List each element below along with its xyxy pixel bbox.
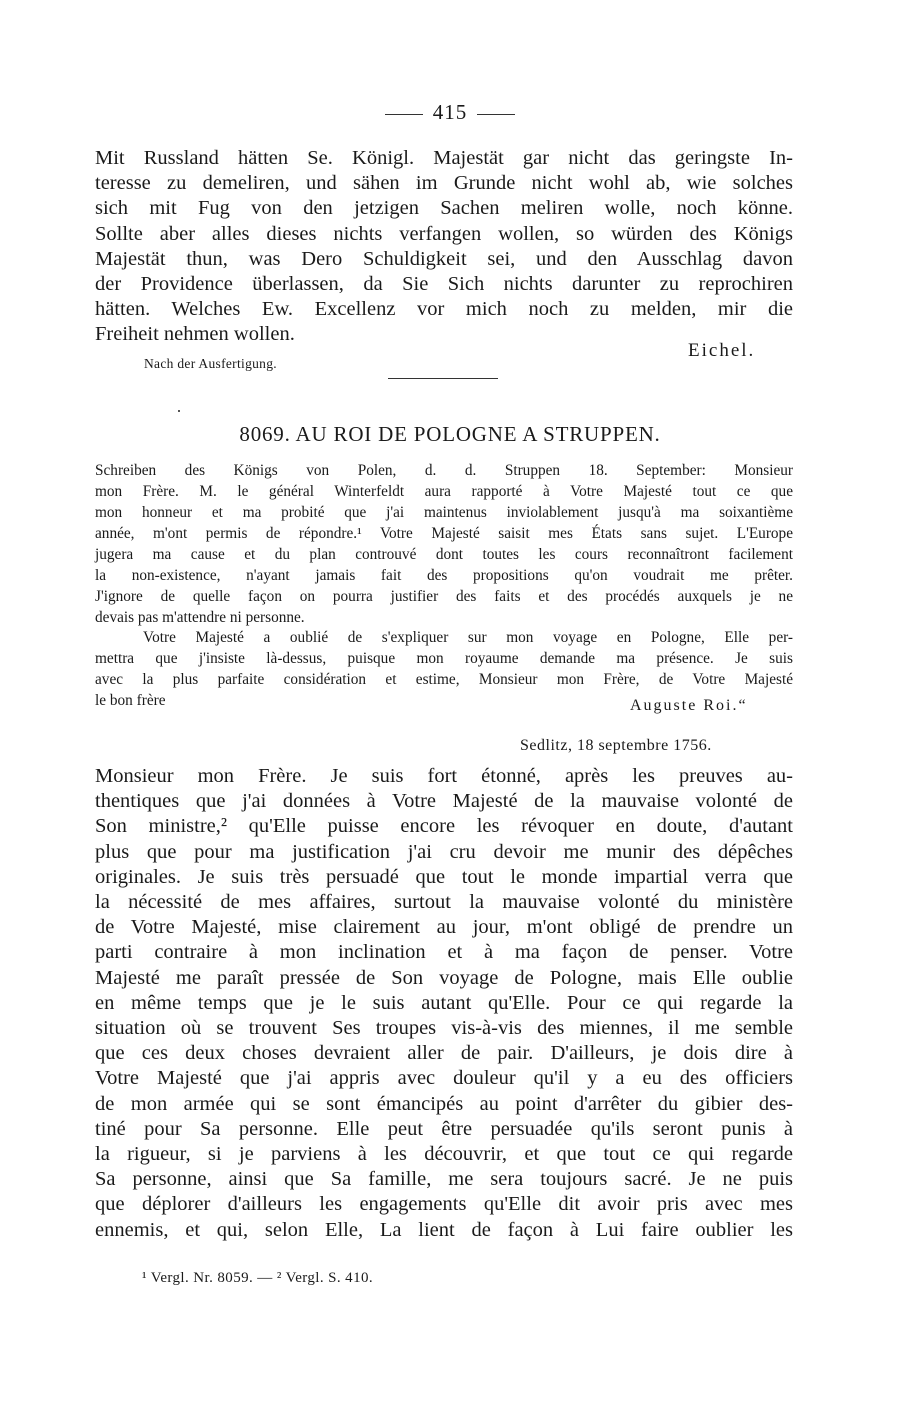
letter-body (95, 764, 793, 1243)
header-dash-left (385, 114, 423, 115)
text-line: Majesté me paraît pressée de Son voyage de Pologne, mais Elle oublie (95, 966, 793, 989)
text-line: thentiques que j'ai données à Votre Majesté de la mauvaise volonté de (95, 790, 793, 813)
text-line: devais pas m'attendre ni personne. (95, 609, 305, 626)
text-line: Monsieur mon Frère. Je suis fort étonné, après les preuves au- (95, 765, 793, 787)
section1-text (95, 146, 793, 348)
text-line: ennemis, et qui, selon Elle, La lient de façon à Lui faire oublier les (95, 1218, 793, 1241)
text-line: originales. Je suis très persuadé que tout le monde impartial verra que (95, 865, 793, 888)
source-note: Nach der Ausfertigung. (144, 356, 277, 371)
text-line: Majestät thun, was Dero Schuldigkeit sei, und den Ausschlag davon (95, 247, 793, 270)
dateline: Sedlitz, 18 septembre 1756. (520, 737, 712, 754)
text-line: que déplorer d'ailleurs les engagements qu'Elle dit avoir pris avec mes (95, 1193, 793, 1216)
header-dash-right (477, 114, 515, 115)
text-line: Freiheit nehmen wollen. (95, 323, 295, 346)
text-line: hätten. Welches Ew. Excellenz vor mich noch zu melden, mir die (95, 298, 793, 321)
text-line: mon Frère. M. le général Winterfeldt aura rapporté à Votre Majesté tout ce que (95, 483, 793, 500)
text-line: tiné pour Sa personne. Elle peut être persuadée qu'ils seront punis à (95, 1117, 793, 1140)
text-line: de Votre Majesté, mise clairement au jour, m'ont obligé de prendre un (95, 916, 793, 939)
text-line: sich mit Fug von den jetzigen Sachen meliren wolle, noch könne. (95, 197, 793, 220)
text-line: la nécessité de mes affaires, surtout la mauvaise volonté du ministère (95, 891, 793, 914)
page-number: 415 (432, 100, 468, 124)
text-line: Mit Russland hätten Se. Königl. Majestät gar nicht das geringste In- (95, 147, 793, 169)
signature-auguste-roi: Auguste Roi.“ (630, 697, 748, 714)
text-line: année, m'ont permis de répondre.¹ Votre Majesté saisit mes États sans sujet. L'Europe (95, 525, 793, 542)
text-line: la non-existence, n'ayant jamais fait des propositions qu'on voudrait me prêter. (95, 567, 793, 584)
text-line: Son ministre,² qu'Elle puisse encore les révoquer en doute, d'autant (95, 815, 793, 838)
text-line: jugera ma cause et du plan controuvé dont toutes les cours reconnaîtront facilement (95, 546, 793, 563)
text-line: le bon frère (95, 692, 166, 709)
section-divider (388, 378, 498, 379)
text-line: plus que pour ma justification j'ai cru devoir me munir des dépêches (95, 840, 793, 863)
text-line: la rigueur, si je parviens à les découvrir, et que tout ce qui regarde (95, 1143, 793, 1166)
text-line: J'ignore de quelle façon on pourra justifier des faits et des procédés auxquels je ne (95, 588, 793, 605)
text-line: en même temps que je le suis autant qu'Elle. Pour ce qui regarde la (95, 991, 793, 1014)
text-line: Sa personne, ainsi que Sa famille, me sera toujours sacré. Je ne puis (95, 1168, 793, 1191)
text-line: situation où se trouvent Ses troupes vis-à-vis des miennes, il me semble (95, 1017, 793, 1040)
page-header (0, 100, 900, 125)
text-line: parti contraire à mon inclination et à ma façon de penser. Votre (95, 941, 793, 964)
text-line: mon honneur et ma probité que j'ai maintenus inviolablement jusqu'à ma soixantième (95, 504, 793, 521)
text-line: de mon armée qui se sont émancipés au point d'arrêter du gibier des- (95, 1092, 793, 1115)
text-line: Sollte aber alles dieses nichts verfangen wollen, so würden des Königs (95, 222, 793, 245)
quoted-letter-paragraph-1 (95, 460, 793, 628)
signature-eichel: Eichel. (688, 340, 756, 361)
text-line: avec la plus parfaite considération et estime, Monsieur mon Frère, de Votre Majesté (95, 671, 793, 688)
letter-heading: 8069. AU ROI DE POLOGNE A STRUPPEN. (239, 422, 661, 446)
text-line: der Providence überlassen, da Sie Sich nichts darunter zu reprochiren (95, 273, 793, 296)
text-line: mettra que j'insiste là-dessus, puisque mon royaume demande ma présence. Je suis (95, 650, 793, 667)
print-speck (178, 410, 180, 412)
text-line: Votre Majesté a oublié de s'expliquer sur mon voyage en Pologne, Elle per- (143, 629, 793, 646)
footnotes: ¹ Vergl. Nr. 8059. — ² Vergl. S. 410. (142, 1270, 374, 1286)
text-line: Votre Majesté que j'ai appris avec douleur qu'il y a eu des officiers (95, 1067, 793, 1090)
text-line: Schreiben des Königs von Polen, d. d. Struppen 18. September: Monsieur (95, 462, 793, 479)
text-line: teresse zu demeliren, und sähen im Grunde nicht wohl ab, wie solches (95, 172, 793, 195)
text-line: que ces deux choses devraient aller de pair. D'ailleurs, je dois dire à (95, 1042, 793, 1065)
